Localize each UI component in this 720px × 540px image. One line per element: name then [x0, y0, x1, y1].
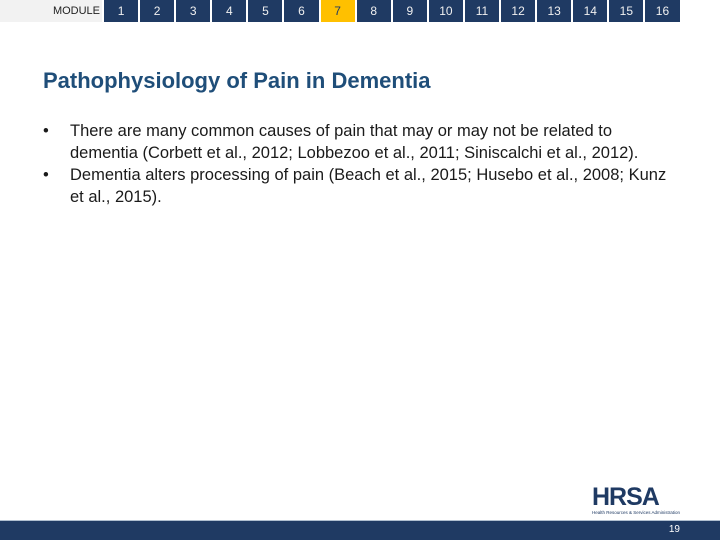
- module-tab-10[interactable]: 10: [427, 0, 463, 22]
- module-tab-3[interactable]: 3: [174, 0, 210, 22]
- module-tab-9[interactable]: 9: [391, 0, 427, 22]
- bullet-marker: •: [43, 122, 49, 140]
- module-tab-16[interactable]: 16: [643, 0, 679, 22]
- logo-subtitle: Health Resources & Services Administration: [592, 510, 681, 515]
- bullet-item: [43, 120, 683, 164]
- bullet-text: Dementia alters processing of pain (Beach et al., 2015; Husebo et al., 2008; Kunz et al., 2015).: [70, 166, 667, 206]
- bullet-marker: •: [43, 166, 49, 184]
- module-tab-14[interactable]: 14: [571, 0, 607, 22]
- bullet-list: [43, 120, 683, 208]
- module-tab-8[interactable]: 8: [355, 0, 391, 22]
- module-tab-15[interactable]: 15: [607, 0, 643, 22]
- module-tab-4[interactable]: 4: [210, 0, 246, 22]
- module-tab-12[interactable]: 12: [499, 0, 535, 22]
- module-tab-5[interactable]: 5: [246, 0, 282, 22]
- logo-wordmark: HRSA: [592, 483, 659, 511]
- bullet-item: [43, 164, 683, 208]
- module-tab-11[interactable]: 11: [463, 0, 499, 22]
- slide-title: Pathophysiology of Pain in Dementia: [43, 68, 431, 93]
- module-tab-13[interactable]: 13: [535, 0, 571, 22]
- module-tab-7[interactable]: 7: [319, 0, 355, 22]
- module-tab-2[interactable]: 2: [138, 0, 174, 22]
- bullet-text: There are many common causes of pain that may or may not be related to dementia (Corbett et al., 2012; Lobbezoo et al., 2011; Siniscalchi et al., 2012).: [70, 122, 639, 162]
- footer-bar: [0, 521, 720, 540]
- module-tab-1[interactable]: 1: [102, 0, 138, 22]
- module-tab-6[interactable]: 6: [282, 0, 318, 22]
- module-label: MODULE: [0, 0, 102, 22]
- page-number: 19: [668, 524, 680, 535]
- module-nav: [0, 0, 720, 22]
- hrsa-logo: [590, 484, 690, 520]
